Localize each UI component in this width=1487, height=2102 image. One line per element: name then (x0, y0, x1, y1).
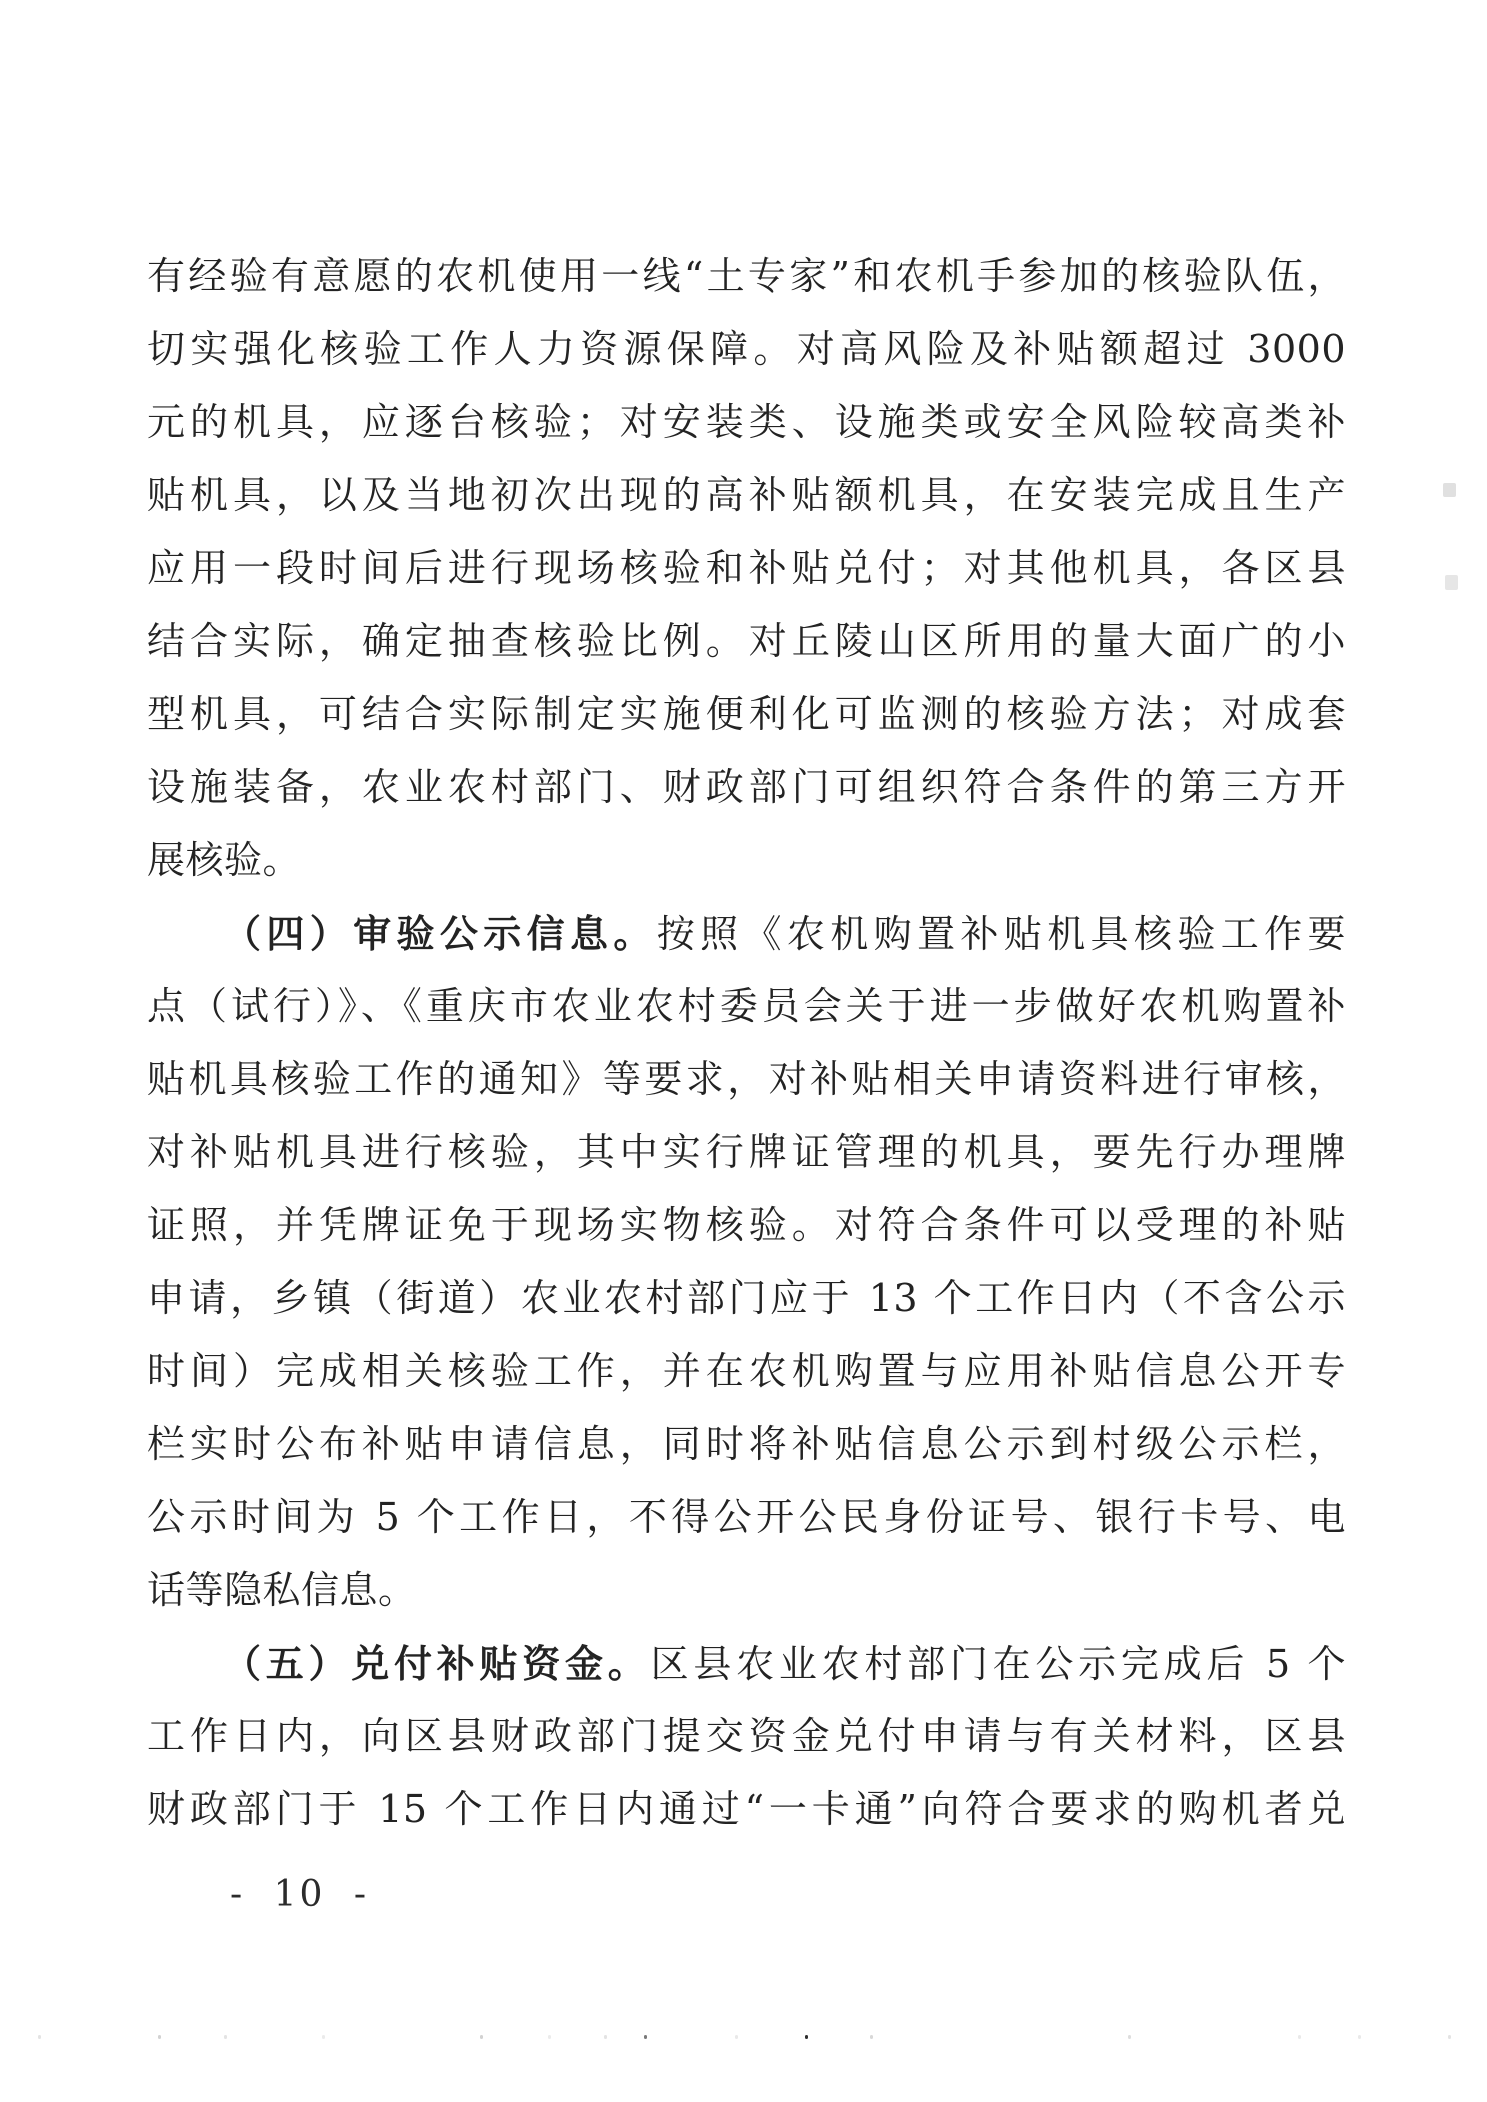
text-line: 话等隐私信息。 (147, 1568, 417, 1612)
text-line: 申请，乡镇（街道）农业农村部门应于 13 个工作日内（不含公示 (147, 1276, 1346, 1320)
scan-artifact (38, 2035, 41, 2039)
scan-artifact (1128, 2035, 1131, 2039)
scan-artifact (158, 2035, 161, 2039)
text-line: 切实强化核验工作人力资源保障。对高风险及补贴额超过 3000 (147, 327, 1346, 371)
scan-artifact (870, 2035, 873, 2039)
text-line: 贴机具，以及当地初次出现的高补贴额机具，在安装完成且生产 (147, 473, 1346, 517)
scan-artifact (1445, 575, 1458, 590)
text-line: 应用一段时间后进行现场核验和补贴兑付；对其他机具，各区县 (147, 546, 1346, 590)
text-line: 对补贴机具进行核验，其中实行牌证管理的机具，要先行办理牌 (147, 1130, 1346, 1174)
text-line: 元的机具，应逐台核验；对安装类、设施类或安全风险较高类补 (147, 400, 1346, 444)
scan-artifact (224, 2035, 227, 2039)
section-heading: （四）审验公示信息。 (223, 911, 657, 956)
scan-artifact (644, 2035, 647, 2039)
text-line: 型机具，可结合实际制定实施便利化可监测的核验方法；对成套 (147, 692, 1346, 736)
text-line: （五）兑付补贴资金。区县农业农村部门在公示完成后 5 个 (223, 1641, 1346, 1686)
text-line: 公示时间为 5 个工作日，不得公开公民身份证号、银行卡号、电 (147, 1495, 1346, 1539)
text-line: 贴机具核验工作的通知》等要求，对补贴相关申请资料进行审核， (147, 1057, 1346, 1101)
scan-artifact (1443, 483, 1456, 497)
text-line: 设施装备，农业农村部门、财政部门可组织符合条件的第三方开 (147, 765, 1346, 809)
scan-artifact (604, 2035, 607, 2039)
scan-artifact (480, 2035, 483, 2039)
page-number: - 10 - (230, 1874, 370, 1915)
scan-artifact (805, 2035, 808, 2039)
text-line: 点（试行）》、《重庆市农业农村委员会关于进一步做好农机购置补 (147, 984, 1346, 1028)
text-line: （四）审验公示信息。按照《农机购置补贴机具核验工作要 (223, 911, 1346, 956)
scan-artifact (1448, 2035, 1451, 2039)
text-line: 展核验。 (147, 838, 302, 882)
text-line: 证照，并凭牌证免于现场实物核验。对符合条件可以受理的补贴 (147, 1203, 1346, 1247)
section-heading: （五）兑付补贴资金。 (223, 1641, 651, 1686)
scan-artifact (322, 2035, 325, 2039)
text-line: 财政部门于 15 个工作日内通过“一卡通”向符合要求的购机者兑 (147, 1787, 1346, 1831)
scan-artifact (735, 2035, 738, 2039)
text-line: 结合实际，确定抽查核验比例。对丘陵山区所用的量大面广的小 (147, 619, 1346, 663)
text-line: 时间）完成相关核验工作，并在农机购置与应用补贴信息公开专 (147, 1349, 1346, 1393)
scan-artifact (548, 2035, 551, 2039)
document-body (147, 240, 1346, 1846)
scan-artifact (1298, 2035, 1301, 2039)
text-line: 有经验有意愿的农机使用一线“土专家”和农机手参加的核验队伍， (147, 254, 1346, 298)
scan-artifact (1358, 2035, 1361, 2039)
text-line: 栏实时公布补贴申请信息，同时将补贴信息公示到村级公示栏， (147, 1422, 1346, 1466)
text-line: 工作日内，向区县财政部门提交资金兑付申请与有关材料，区县 (147, 1714, 1346, 1758)
